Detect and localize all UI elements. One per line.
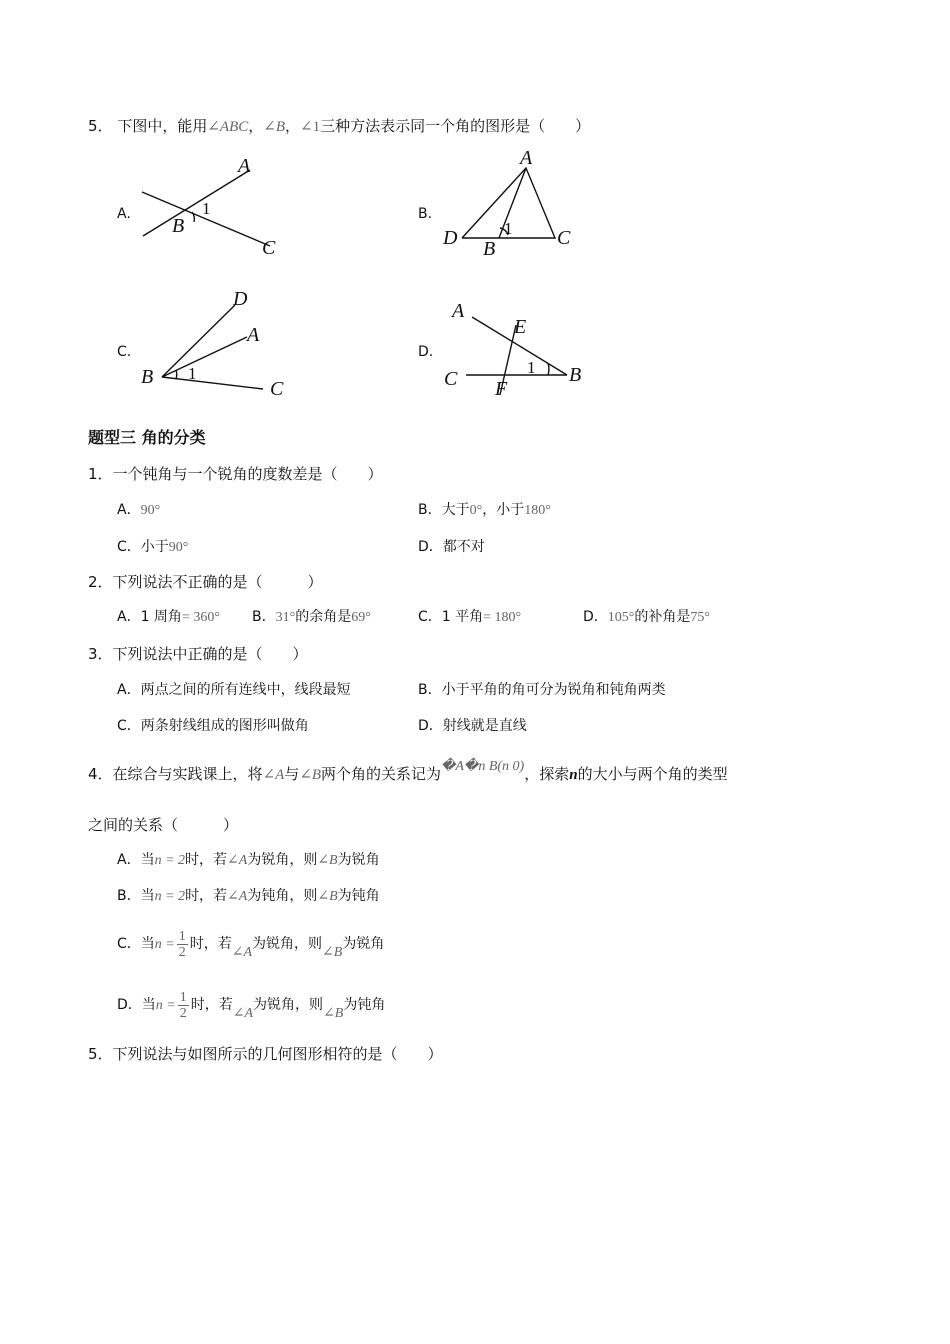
q3-option-a: A．两点之间的所有连线中，线段最短 (117, 682, 351, 698)
q2-option-c: C．1 平角= 180° (418, 609, 522, 625)
question-number: 5． (88, 117, 113, 135)
question-1-stem: 1．一个钝角与一个锐角的度数差是（ ） (88, 465, 383, 483)
option-d-label: D. (418, 344, 434, 360)
math-angle-1: ∠1 (300, 119, 321, 135)
line-ba (143, 170, 250, 236)
option-a-label: A. (117, 206, 131, 222)
fraction-one-half: $\frac{1}{2}$ (179, 989, 187, 1021)
label-b: B (483, 238, 496, 260)
q3-option-c: C．两条射线组成的图形叫做角 (117, 718, 309, 734)
q1-option-b: B．大于0°，小于180° (418, 502, 551, 518)
q2-option-d: D．105°的补角是75° (583, 609, 710, 625)
question-2-stem: 2．下列说法不正确的是（ ） (88, 573, 323, 591)
label-f: F (495, 378, 508, 400)
question-5b-stem: 5．下列说法与如图所示的几何图形相符的是（ ） (88, 1045, 443, 1063)
label-c: C (262, 237, 276, 259)
label-1: 1 (202, 199, 211, 218)
question-4-stem: 4．在综合与实践课上，将∠A与∠B两个角的关系记为�A�n B(n 0)，探索n的大小与两个角的类型 (88, 759, 728, 783)
label-c: C (270, 378, 284, 400)
q3-option-d: D．射线就是直线 (418, 718, 527, 734)
label-a: A (452, 300, 465, 322)
q4-option-c: C．当n = $\frac{1}{2}$ 时，若∠A为锐角，则∠B为锐角 (117, 928, 385, 960)
figure-option-c (130, 285, 300, 405)
label-d: D (443, 227, 458, 249)
label-e: E (514, 316, 527, 338)
label-1: 1 (527, 358, 536, 377)
figure-option-b (440, 148, 580, 263)
relation-formula: �A�n B(n 0) (441, 759, 525, 774)
label-1: 1 (504, 219, 513, 238)
q3-option-b: B．小于平角的角可分为锐角和钝角两类 (418, 682, 666, 698)
math-angle-abc: ∠ABC (207, 119, 249, 135)
math-angle-b: ∠B (263, 119, 285, 135)
label-a: A (247, 324, 260, 346)
label-a: A (520, 148, 533, 169)
label-c: C (557, 227, 571, 249)
fraction-one-half: $\frac{1}{2}$ (178, 928, 186, 960)
angle-arc (548, 363, 549, 375)
angle-arc (176, 370, 177, 379)
question-3-stem: 3．下列说法中正确的是（ ） (88, 645, 308, 663)
ray-bc (162, 377, 263, 389)
label-b: B (172, 215, 185, 237)
q2-option-a: A．1 周角= 360° (117, 609, 220, 625)
label-1: 1 (188, 364, 197, 383)
label-b: B (569, 364, 582, 386)
q1-option-d: D．都不对 (418, 539, 485, 555)
q4-option-b: B．当n = 2时，若∠A为钝角，则∠B为钝角 (117, 888, 380, 904)
option-c-label: C. (117, 344, 132, 360)
label-c: C (444, 368, 458, 390)
label-a: A (238, 155, 251, 177)
figure-option-d (440, 295, 600, 405)
question-5-stem: 5． 下图中，能用∠ABC，∠B，∠1三种方法表示同一个角的图形是（ ） (88, 117, 591, 135)
ray-bd (162, 305, 235, 377)
section-heading: 题型三 角的分类 (88, 428, 206, 447)
label-d: D (233, 288, 248, 310)
label-b: B (141, 366, 154, 388)
figure-option-a (130, 148, 300, 263)
option-b-label: B. (418, 206, 433, 222)
q2-option-b: B．31°的余角是69° (252, 609, 371, 625)
question-4-stem-cont: 之间的关系（ ） (88, 816, 239, 834)
q1-option-c: C．小于90° (117, 539, 189, 555)
q1-option-a: A．90° (117, 502, 161, 518)
q4-option-a: A．当n = 2时，若∠A为锐角，则∠B为锐角 (117, 852, 380, 868)
ray-ba (162, 337, 247, 377)
q4-option-d: D．当n = $\frac{1}{2}$ 时，若∠A为锐角，则∠B为钝角 (117, 989, 386, 1021)
